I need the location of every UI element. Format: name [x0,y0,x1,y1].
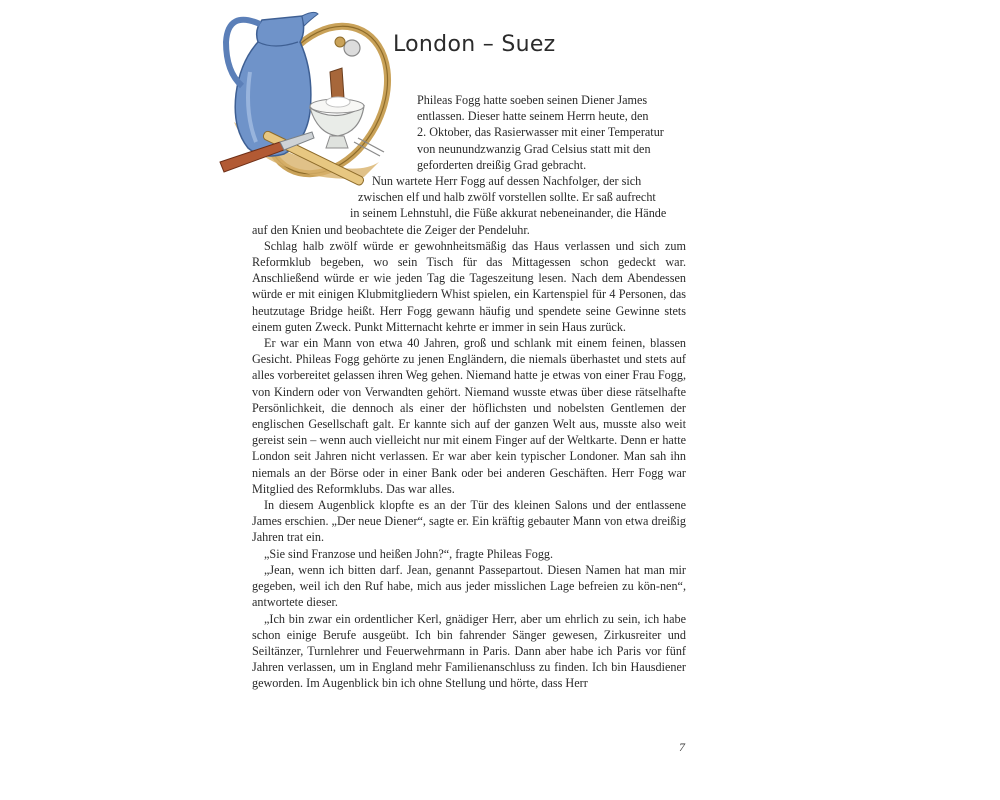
paragraph-4: Er war ein Mann von etwa 40 Jahren, groß und schlank mit einem feinen, blassen Gesicht. Phileas Fogg gehörte zu jenen Engländern, die niemals überhastet und stets auf alles vorbereitet gelassen ihren Weg gehen. Niemand hatte je etwas von einer Frau Fogg, von Kindern oder von Verwandten gehört. Niemand wusste etwas über diese rätselhafte Persönlichkeit, die dennoch als einer der höflichsten und nobelsten Gentlemen der englischen Gesellschaft galt. Er kannte sich auf der ganzen Welt aus, musste also weit gereist sein – wenn auch vielleicht nur mit einem Finger auf der Weltkarte. Denn er hatte London seit Jahren nicht verlassen. Er war aber kein typischer Londoner. Man sah ihn niemals an der Börse oder in einer Bank oder bei anderen Geschäften. Herr Fogg war Mitglied des Reformklubs. Das war alles. [252,336,686,496]
text-line: in seinem Lehnstuhl, die Füße akkurat nebeneinander, die Hände [350,206,667,221]
paragraph-5: In diesem Augenblick klopfte es an der Tür des kleinen Salons und der entlassene James erschien. „Der neue Diener“, sagte er. Ein kräftig gebauter Mann von etwa dreißig Jahren trat ein. [252,498,686,545]
body-text [252,92,686,692]
paragraph-8: „Ich bin zwar ein ordentlicher Kerl, gnädiger Herr, aber um ehrlich zu sein, ich habe schon einige Berufe ausgeübt. Ich bin fahrender Sänger gewesen, Zirkusreiter und Seiltänzer, Turnlehrer und Feuerwehrmann in Paris. Dann aber habe ich Paris vor fünf Jahren verlassen, um in England mehr Familienanschluss zu finden. Ich bin Hausdiener geworden. Im Augenblick bin ich ohne Stellung und hörte, dass Herr [252,611,686,691]
text-line: Phileas Fogg hatte soeben seinen Diener James [417,93,648,107]
paragraph-3: Schlag halb zwölf würde er gewohnheitsmäßig das Haus verlassen und sich zum Reformklub begeben, wo sein Tisch für das Mittagessen schon gedeckt war. Anschließend würde er wie jeden Tag die Tageszeitung lesen. Nach dem Abendessen würde er mit einigen Klubmitgliedern Whist spielen, ein Kartenspiel für 4 Personen, das heutzutage Bridge heißt. Herr Fogg gewann häufig und spendete seine Gewinne stets einem guten Zweck. Punkt Mitternacht kehrte er immer in sein Haus zurück. [252,238,686,334]
text-line: zwischen elf und halb zwölf vorstellen sollte. Er saß aufrecht [358,190,656,205]
paragraph-6: „Sie sind Franzose und heißen John?“, fragte Phileas Fogg. [264,546,554,561]
paragraph-1 [417,92,686,173]
chapter-title: London – Suez [393,32,556,57]
page-number: 7 [679,740,685,754]
paragraph-2 [252,173,686,238]
text-line: Nun wartete Herr Fogg auf dessen Nachfolger, der sich [372,174,642,189]
paragraph-7: „Jean, wenn ich bitten darf. Jean, genannt Passepartout. Diesen Namen hat man mir gegeben, weil ich den Ruf habe, mich aus jeder misslichen Lage befreien zu kön-nen“, antwortete dieser. [252,562,686,610]
text-line: geforderten dreißig Grad gebracht. [417,157,587,172]
text-line: 2. Oktober, das Rasierwasser mit einer Temperatur [417,125,664,140]
text-line: von neunundzwanzig Grad Celsius statt mit den [417,141,651,156]
text-line: auf den Knien und beobachtete die Zeiger der Pendeluhr. [252,222,530,237]
text-line: entlassen. Dieser hatte seinem Herrn heute, den [417,109,649,124]
